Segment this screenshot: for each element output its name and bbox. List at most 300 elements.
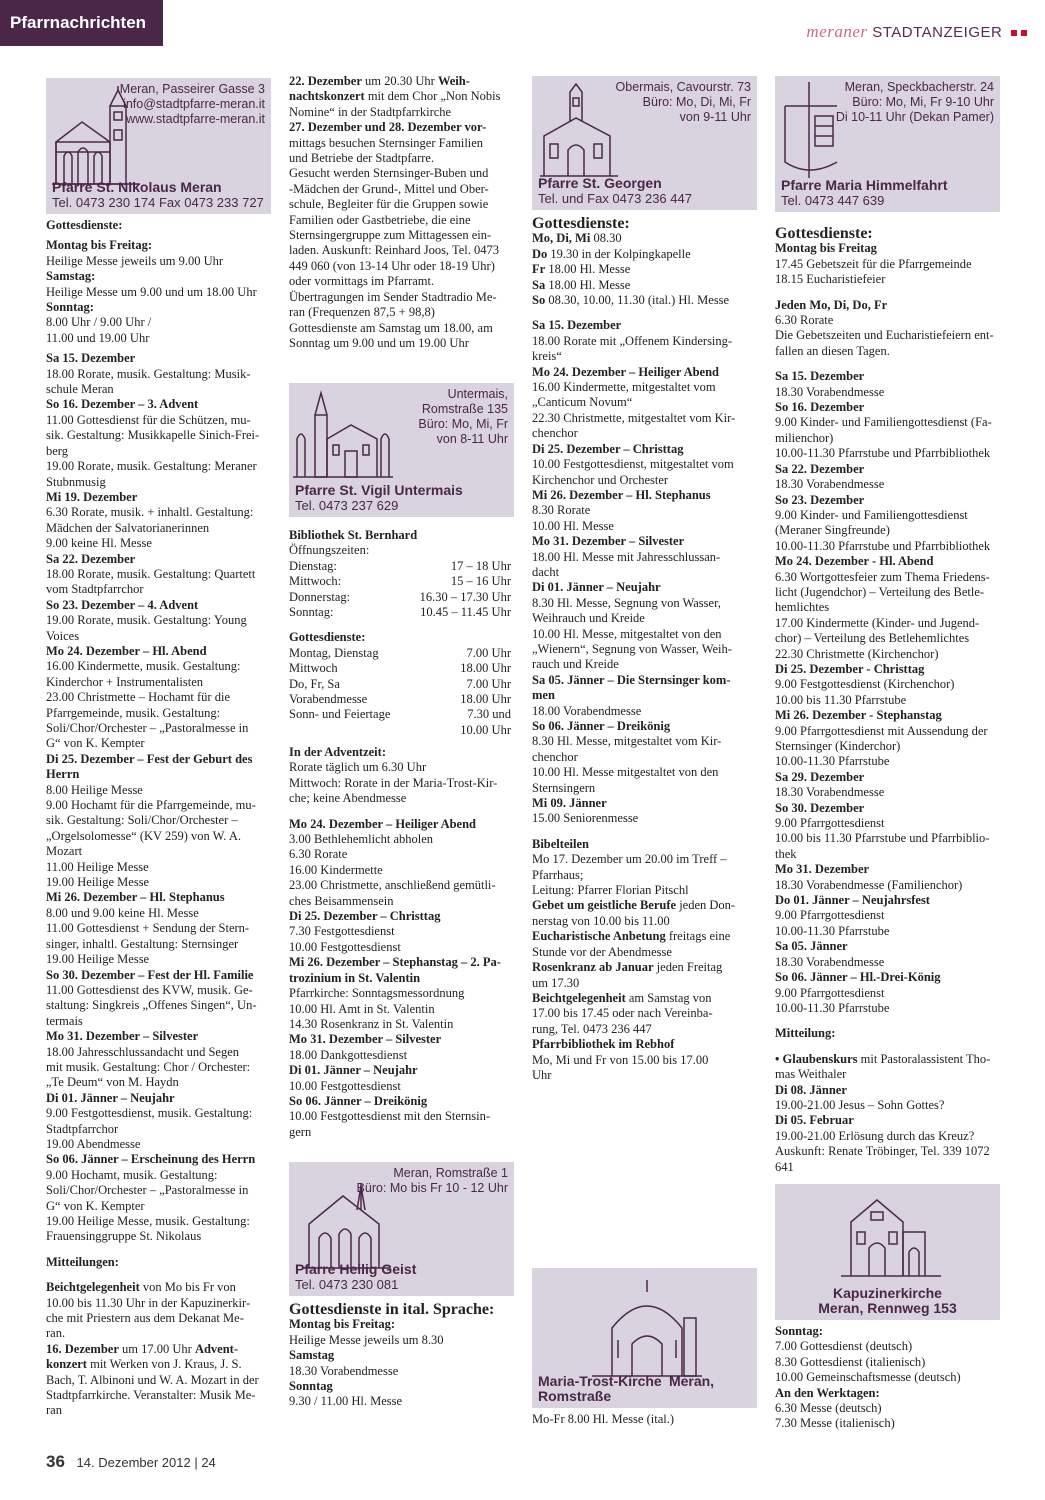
text-line: Bach, T. Albinoni und W. A. Mozart in der bbox=[46, 1372, 259, 1387]
text-line: 11.00 Gottesdienst des KVW, musik. Ge- bbox=[46, 982, 253, 997]
text-line: 9.00 Pfarrgottesdienst bbox=[775, 816, 885, 831]
heading-line: Bibelteilen bbox=[532, 836, 589, 851]
text-line: Stadtpfarrkirche. Veranstalter: Musik Me- bbox=[46, 1388, 256, 1403]
heading-line: Di 01. Jänner – Neujahr bbox=[532, 580, 661, 595]
text-line: ran bbox=[46, 1403, 62, 1418]
text-line: Uhr bbox=[532, 1067, 552, 1082]
text-line: 11.00 Heilige Messe bbox=[46, 859, 149, 874]
text-line: 22.30 Christmette, mitgestaltet vom Kir- bbox=[532, 410, 736, 425]
text-line: schule Meran bbox=[46, 382, 114, 397]
table-row: Donnerstag: 16.30 – 17.30 Uhr bbox=[289, 589, 511, 604]
bibliothek-block bbox=[289, 528, 511, 738]
heading-line: Di 01. Jänner – Neujahr bbox=[46, 1090, 175, 1105]
text-line: 9.00 Hochamt, musik. Gestaltung: bbox=[46, 1167, 218, 1182]
text-line: 8.00 Uhr / 9.00 Uhr / bbox=[46, 315, 152, 330]
heading-line: men bbox=[532, 688, 555, 703]
text-line: „Te Deum“ von M. Haydn bbox=[46, 1075, 179, 1090]
text-line: 9.00 Kinder- und Familiengottesdienst bbox=[775, 507, 968, 522]
text-line: 3.00 Bethlehemlicht abholen bbox=[289, 832, 434, 847]
text-line: 11.00 und 19.00 Uhr bbox=[46, 330, 150, 345]
parish-name: Pfarre Heilig Geist bbox=[295, 1261, 417, 1277]
text-line: 6.30 Rorate, musik. + inhaltl. Gestaltung: bbox=[46, 505, 254, 520]
church-place: Meran, Romstraße bbox=[538, 1373, 715, 1404]
mixed-line: nachtskonzert mit dem Chor „Non Nobis bbox=[289, 89, 501, 104]
table-row: Mittwoch 18.00 Uhr bbox=[289, 661, 511, 676]
heading-line: Mo 24. Dezember – Hl. Abend bbox=[46, 643, 207, 658]
text-line: G“ von K. Kempter bbox=[46, 736, 145, 751]
text-line: 19.00 Heilige Messe bbox=[46, 875, 150, 890]
text-line: Weihrauch und Kreide bbox=[532, 611, 645, 626]
heading-line: So 16. Dezember bbox=[775, 400, 865, 415]
text-line: 9.00 Festgottesdienst, musik. Gestaltung: bbox=[46, 1106, 253, 1121]
heading-line: Jeden Mo, Di, Do, Fr bbox=[775, 297, 888, 312]
text-line: 10.00-11.30 Pfarrstube und Pfarrbibliothek bbox=[775, 446, 991, 461]
heading-line: Sonntag: bbox=[46, 300, 94, 315]
text-line: chenchor bbox=[532, 749, 578, 764]
gd-title: Gottesdienste: bbox=[289, 630, 366, 645]
spacer bbox=[289, 807, 514, 817]
heading-line: Sa 15. Dezember bbox=[46, 351, 136, 366]
parish-name: Pfarre St. Nikolaus Meran bbox=[52, 179, 222, 195]
text-line: thek bbox=[775, 846, 797, 861]
text-line: rung, Tel. 0473 236 447 bbox=[532, 1021, 652, 1036]
text-line: che; keine Abendmesse bbox=[289, 791, 407, 806]
heading-line: Mi 26. Dezember – Hl. Stephanus bbox=[46, 890, 225, 905]
text-line: sik. Gestaltung: Musikkapelle Sinich-Frei- bbox=[46, 428, 260, 443]
table-row: Mittwoch: 15 – 16 Uhr bbox=[289, 574, 511, 589]
spacer bbox=[532, 827, 757, 837]
text-line: 9.00 Pfarrgottesdienst mit Aussendung der bbox=[775, 723, 988, 738]
church-kapuziner-icon bbox=[841, 1192, 941, 1278]
square-icon bbox=[1011, 30, 1017, 36]
heading-line: Di 25. Dezember – Christtag bbox=[532, 441, 684, 456]
text-line: 18.30 Vorabendmesse bbox=[775, 954, 885, 969]
heading-line: Sa 05. Jänner bbox=[775, 939, 848, 954]
web-line: www.stadtpfarre-meran.it bbox=[126, 112, 265, 126]
section-heading: Gottesdienste: bbox=[775, 225, 873, 242]
text-line: 10.00 bis 11.30 Uhr in der Kapuzinerkir- bbox=[46, 1295, 251, 1310]
text-line: 9.00 Kinder- und Familiengottesdienst (Fa- bbox=[775, 415, 992, 430]
text-line: Nomine“ in der Stadtpfarrkirche bbox=[289, 104, 452, 119]
column-kapuziner bbox=[775, 1324, 1000, 1432]
text-line: Soli/Chor/Orchester – „Pastoralmesse in bbox=[46, 1183, 249, 1198]
text-line: Soli/Chor/Orchester – „Pastoralmesse in bbox=[46, 721, 249, 735]
text-line: ran. bbox=[46, 1326, 66, 1341]
heading-line: Mo 31. Dezember – Silvester bbox=[532, 534, 685, 549]
text-line: 8.00 Heilige Messe bbox=[46, 782, 143, 797]
heading-line: Mo 31. Dezember – Silvester bbox=[46, 1029, 199, 1044]
office-hours: Büro: Mo, Di, Mi, Fr bbox=[642, 95, 751, 109]
text-line: Mozart bbox=[46, 844, 83, 859]
column-himmelfahrt bbox=[775, 226, 1000, 1175]
church-mariatrost-icon bbox=[592, 1278, 702, 1378]
text-line: 10.00 Hl. Messe, mitgestaltet von den bbox=[532, 626, 722, 641]
paper-name: STADTANZEIGER bbox=[872, 24, 1003, 41]
mixed-line: Fr 18.00 Hl. Messe bbox=[532, 262, 631, 277]
section-heading: Gottesdienste: bbox=[532, 215, 630, 232]
heading-line: Gottesdienste: bbox=[46, 218, 123, 232]
heading-line: Mo 31. Dezember – Silvester bbox=[289, 1032, 442, 1047]
text-line: Voices bbox=[46, 628, 80, 643]
text-line: 10.00-11.30 Pfarrstube und Pfarrbibliothek bbox=[775, 538, 991, 553]
text-line: 10.00 bis 11.30 Pfarrstube und Pfarrbiblio- bbox=[775, 831, 990, 846]
column-nikolaus bbox=[46, 218, 271, 1419]
page-number: 36 bbox=[46, 1452, 65, 1471]
text-line: um 17.30 bbox=[532, 975, 580, 990]
table-row: 10.00 Uhr bbox=[460, 722, 511, 737]
text-line: 7.30 Festgottesdienst bbox=[289, 924, 395, 939]
table-row: Montag, Dienstag 7.00 Uhr bbox=[289, 645, 511, 660]
text-line: singer, inhaltl. Gestaltung: Sternsinger bbox=[46, 936, 239, 951]
text-line: 19.00 Rorate, musik. Gestaltung: Young bbox=[46, 613, 247, 628]
heading-line: So 30. Dezember – Fest der Hl. Familie bbox=[46, 967, 254, 982]
text-line: 19.00 Heilige Messe, musik. Gestaltung: bbox=[46, 1214, 250, 1228]
text-line: 19.00-21.00 Jesus – Sohn Gottes? bbox=[775, 1097, 945, 1112]
parish-name: Pfarre St. Vigil Untermais bbox=[295, 482, 463, 498]
text-line: und Betriebe der Stadtpfarre. bbox=[289, 151, 435, 166]
text-line: Heilige Messe um 9.00 und um 18.00 Uhr bbox=[46, 284, 257, 299]
office-hours: von 9-11 Uhr bbox=[679, 110, 751, 124]
parish-tel: Tel. und Fax 0473 236 447 bbox=[538, 191, 692, 206]
text-line: Leitung: Pfarrer Florian Pitschl bbox=[532, 883, 689, 898]
section-header: Pfarrnachrichten bbox=[0, 0, 163, 46]
heading-line: Sa 22. Dezember bbox=[46, 551, 136, 566]
heading-line: Montag bis Freitag: bbox=[46, 238, 153, 253]
text-line: 10.00 Hl. Amt in St. Valentin bbox=[289, 1001, 435, 1016]
text-line: berg bbox=[46, 443, 68, 458]
text-line: Pfarrgemeinde, musik. Gestaltung: bbox=[46, 705, 221, 720]
email-line: info@stadtpfarre-meran.it bbox=[123, 97, 265, 111]
heading-line: Mi 26. Dezember – Stephanstag – 2. Pa- bbox=[289, 955, 501, 970]
mixed-line: Sa 18.00 Hl. Messe bbox=[532, 277, 631, 292]
text-line: che mit Priestern aus dem Dekanat Me- bbox=[46, 1311, 244, 1326]
heading-line: Sa 22. Dezember bbox=[775, 461, 865, 476]
bibliothek-sub: Öffnungszeiten: bbox=[289, 543, 370, 558]
column-concerts bbox=[289, 74, 514, 351]
text-line: 23.00 Christmette – Hochamt für die bbox=[46, 690, 230, 705]
text-line: 16.00 Kindermette, musik. Gestaltung: bbox=[46, 659, 241, 674]
text-line: Kirchenchor und Orchester bbox=[532, 472, 669, 487]
text-line: (Meraner Singfreunde) bbox=[775, 523, 890, 538]
text-line: mittags besuchen Sternsinger Familien bbox=[289, 135, 484, 150]
text-line: 11.00 Gottesdienst für die Schützen, mu- bbox=[46, 412, 251, 427]
church-himmelfahrt-icon bbox=[781, 82, 841, 178]
text-line: 19.00 Abendmesse bbox=[46, 1136, 141, 1151]
mixed-line: Beichtgelegenheit von Mo bis Fr von bbox=[46, 1280, 236, 1295]
text-line: 8.30 Rorate bbox=[532, 503, 591, 518]
heading-line: Sa 29. Dezember bbox=[775, 769, 865, 784]
text-line: 17.00 Kindermette (Kinder- und Jugend- bbox=[775, 615, 980, 630]
spacer bbox=[775, 359, 1000, 369]
text-line: Rorate täglich um 6.30 Uhr bbox=[289, 760, 427, 775]
text-line: 8.30 Hl. Messe, Segnung von Wasser, bbox=[532, 595, 721, 610]
text-line: 16.00 Kindermette bbox=[289, 862, 383, 877]
text-line: 18.00 Rorate, musik. Gestaltung: Quartett bbox=[46, 566, 256, 581]
text-line: mit musik. Gestaltung: Chor / Orchester: bbox=[46, 1059, 251, 1074]
mixed-line: Do 19.30 in der Kolpingkapelle bbox=[532, 246, 691, 261]
text-line: 9.00 Pfarrgottesdienst bbox=[775, 908, 885, 923]
mariatrost-title bbox=[538, 1374, 757, 1404]
text-line: 10.00 Festgottesdienst mit den Sternsin- bbox=[289, 1109, 491, 1124]
himmelfahrt-title bbox=[781, 178, 948, 208]
text-line: 11.00 Gottesdienst + Sendung der Stern- bbox=[46, 921, 250, 936]
text-line: 10.00 Festgottesdienst, mitgestaltet vom bbox=[532, 457, 734, 472]
section-heading: Gottesdienste in ital. Sprache: bbox=[289, 1301, 495, 1318]
text-line: 10.00-11.30 Pfarrstube bbox=[775, 923, 890, 938]
text-line: 7.30 Messe (italienisch) bbox=[775, 1416, 895, 1431]
church-place: Meran, Rennweg 153 bbox=[818, 1300, 957, 1316]
table-row: Do, Fr, Sa 7.00 Uhr bbox=[289, 676, 511, 691]
text-line: laden. Auskunft: Reinhard Joos, Tel. 0473 bbox=[289, 243, 499, 258]
heading-line: Pfarrbibliothek im Rebhof bbox=[532, 1037, 675, 1052]
text-line: mas Weithaler bbox=[775, 1067, 847, 1082]
text-line: fallen an diesen Tagen. bbox=[775, 343, 890, 358]
mixed-line: Gebet um geistliche Berufe jeden Don- bbox=[532, 898, 736, 913]
church-vigil-icon bbox=[293, 389, 393, 479]
parish-name: Pfarre St. Georgen bbox=[538, 175, 662, 191]
text-line: 19.00 Heilige Messe bbox=[46, 952, 150, 967]
text-line: 8.30 Hl. Messe, mitgestaltet vom Kir- bbox=[532, 734, 722, 749]
mixed-line: 22. Dezember um 20.30 Uhr Weih- bbox=[289, 74, 470, 88]
text-line: 7.00 Gottesdienst (deutsch) bbox=[775, 1339, 913, 1354]
text-line: Frauensinggruppe St. Nikolaus bbox=[46, 1229, 202, 1244]
text-line: 10.00 Hl. Messe mitgestaltet von den bbox=[532, 765, 719, 780]
heading-line: Mo 24. Dezember - Hl. Abend bbox=[775, 554, 934, 569]
text-line: 6.30 Rorate bbox=[775, 313, 834, 328]
table-row: Vorabendmesse 18.00 Uhr bbox=[289, 692, 511, 707]
heading-line: Herrn bbox=[46, 767, 80, 782]
heading-line: In der Adventzeit: bbox=[289, 745, 386, 759]
heading-line: So 23. Dezember bbox=[775, 492, 865, 507]
text-line: 10.00 Festgottesdienst bbox=[289, 939, 401, 954]
text-line: termais bbox=[46, 1013, 83, 1028]
text-line: Pfarrhaus; bbox=[532, 867, 584, 882]
text-line: Übertragungen im Sender Stadtradio Me- bbox=[289, 289, 497, 304]
heading-line: Sa 05. Jänner – Die Sternsinger kom- bbox=[532, 672, 731, 687]
text-line: 10.00 Gemeinschaftsmesse (deutsch) bbox=[775, 1370, 961, 1385]
text-line: Stadtpfarrchor bbox=[46, 1121, 119, 1136]
address-line: Romstraße 135 bbox=[421, 402, 508, 416]
text-line: vom Stadtpfarrchor bbox=[46, 582, 144, 597]
text-line: Familien oder Gastbetriebe, die eine bbox=[289, 212, 471, 227]
text-line: 449 060 (von 13-14 Uhr oder 18-19 Uhr) bbox=[289, 258, 495, 273]
heading-line: Di 25. Dezember – Christtag bbox=[289, 909, 441, 924]
heading-line: So 06. Jänner – Hl.-Drei-König bbox=[775, 970, 941, 985]
heading-line: Di 01. Jänner – Neujahr bbox=[289, 1063, 418, 1078]
heading-line: trozinium in St. Valentin bbox=[289, 970, 421, 985]
himmelfahrt-address bbox=[836, 80, 994, 125]
mixed-line: Beichtgelegenheit am Samstag von bbox=[532, 990, 712, 1005]
text-line: 6.30 Messe (deutsch) bbox=[775, 1401, 882, 1416]
heading-line: Mi 19. Dezember bbox=[46, 489, 138, 504]
text-line: Mittwoch: Rorate in der Maria-Trost-Kir- bbox=[289, 775, 498, 790]
text-line: 18.30 Vorabendmesse bbox=[775, 785, 885, 800]
office-hours: Di 10-11 Uhr (Dekan Pamer) bbox=[835, 110, 994, 124]
parish-tel: Tel. 0473 230 174 Fax 0473 233 727 bbox=[52, 195, 264, 210]
text-line: Mädchen der Salvatorianerinnen bbox=[46, 520, 210, 535]
text-line: 9.00 Festgottesdienst (Kirchenchor) bbox=[775, 677, 955, 692]
text-line: 19.00-21.00 Erlösung durch das Kreuz? bbox=[775, 1128, 975, 1143]
heading-line: Mo 24. Dezember – Heiliger Abend bbox=[532, 364, 720, 379]
table-row: Dienstag: 17 – 18 Uhr bbox=[289, 558, 511, 573]
office-hours: Büro: Mo, Mi, Fr 9-10 Uhr bbox=[852, 95, 994, 109]
kapuziner-title bbox=[775, 1286, 1000, 1316]
heading-line: Montag bis Freitag: bbox=[289, 1317, 396, 1332]
text-line: 9.00 Pfarrgottesdienst bbox=[775, 985, 885, 1000]
heading-line: So 06. Jänner – Dreikönig bbox=[289, 1093, 428, 1108]
text-line: oder vormittags im Pfarramt. bbox=[289, 274, 435, 289]
heading-line: Montag bis Freitag bbox=[775, 241, 877, 256]
text-line: 16.00 Kindermette, mitgestaltet vom bbox=[532, 380, 716, 395]
text-line: Heilige Messe jeweils um 9.00 Uhr bbox=[46, 253, 224, 268]
office-hours: Büro: Mo bis Fr 10 - 12 Uhr bbox=[356, 1181, 508, 1195]
parish-tel: Tel. 0473 230 081 bbox=[295, 1277, 399, 1292]
heading-line: Di 25. Dezember - Christtag bbox=[775, 661, 925, 676]
text-line: sik. Gestaltung: Soli/Chor/Orchester – bbox=[46, 813, 238, 828]
address-line: Untermais, bbox=[447, 387, 508, 401]
text-line: 18.00 Hl. Messe mit Jahresschlussan- bbox=[532, 549, 721, 564]
text-line: ran (Frequenzen 87,5 + 98,8) bbox=[289, 305, 435, 320]
spacer bbox=[775, 1042, 1000, 1052]
text-line: 18.15 Eucharistiefeier bbox=[775, 272, 886, 287]
text-line: Stubnmusig bbox=[46, 474, 106, 489]
mariatrost-note: Mo-Fr 8.00 Hl. Messe (ital.) bbox=[532, 1412, 674, 1426]
geist-address bbox=[357, 1166, 508, 1196]
address-line: Meran, Speckbacherstr. 24 bbox=[844, 80, 994, 94]
text-line: Mo 17. Dezember um 20.00 im Treff – bbox=[532, 852, 727, 867]
heading-line: So 16. Dezember – 3. Advent bbox=[46, 397, 199, 412]
church-name: Maria-Trost-Kirche bbox=[538, 1373, 662, 1389]
heading-line: An den Werktagen: bbox=[775, 1385, 880, 1400]
mixed-line: 16. Dezember um 17.00 Uhr Advent- bbox=[46, 1341, 238, 1356]
text-line: 18.00 Dankgottesdienst bbox=[289, 1047, 408, 1062]
text-line: -Mädchen der Grund-, Mittel und Ober- bbox=[289, 181, 489, 196]
georgen-box bbox=[532, 76, 757, 210]
text-line: 9.00 keine Hl. Messe bbox=[46, 536, 152, 551]
bibliothek-title: Bibliothek St. Bernhard bbox=[289, 528, 418, 542]
text-line: Pfarrkirche: Sonntagsmessordnung bbox=[289, 986, 465, 1001]
table-row: Sonn- und Feiertage 7.30 und bbox=[289, 707, 511, 722]
heading-line: 27. Dezember und 28. Dezember vor- bbox=[289, 120, 487, 135]
mariatrost-box bbox=[532, 1268, 757, 1408]
spacer bbox=[775, 288, 1000, 298]
spacer bbox=[46, 1245, 271, 1255]
issue-date: 14. Dezember 2012 | 24 bbox=[76, 1455, 216, 1470]
text-line: dacht bbox=[532, 564, 560, 579]
vigil-address bbox=[418, 387, 508, 447]
text-line: 17.45 Gebetszeit für die Pfarrgemeinde bbox=[775, 256, 972, 271]
text-line: 23.00 Christmette, anschließend gemütli- bbox=[289, 878, 496, 893]
mixed-line: So 08.30, 10.00, 11.30 (ital.) Hl. Messe bbox=[532, 293, 730, 308]
text-line: „Orgelsolomesse“ (KV 259) von W. A. bbox=[46, 828, 242, 843]
text-line: staltung: Singkreis „Offenes Singen“, Un- bbox=[46, 998, 257, 1013]
mixed-line: Mo, Di, Mi 08.30 bbox=[532, 231, 622, 246]
mixed-line: konzert mit Werken von J. Kraus, J. S. bbox=[46, 1357, 242, 1372]
text-line: Gesucht werden Sternsinger-Buben und bbox=[289, 166, 489, 181]
text-line: Stunde vor der Abendmesse bbox=[532, 944, 672, 959]
address-line: Meran, Romstraße 1 bbox=[393, 1166, 508, 1180]
nikolaus-address bbox=[120, 82, 265, 127]
heading-line: Mitteilungen: bbox=[46, 1254, 119, 1269]
text-line: Kinderchor + Instrumentalisten bbox=[46, 674, 204, 689]
text-line: 18.30 Vorabendmesse (Familienchor) bbox=[775, 877, 963, 892]
masthead bbox=[806, 22, 1027, 42]
heading-line: Di 08. Jänner bbox=[775, 1082, 847, 1097]
spacer bbox=[775, 1016, 1000, 1026]
column-ital bbox=[289, 1302, 514, 1410]
heading-line: Samstag: bbox=[46, 269, 96, 284]
text-line: 10.00 bis 11.30 Pfarrstube bbox=[775, 692, 907, 707]
text-line: 8.30 Gottesdienst (italienisch) bbox=[775, 1354, 926, 1369]
page-footer bbox=[46, 1452, 216, 1472]
heading-line: So 30. Dezember bbox=[775, 800, 865, 815]
brand-name: meraner bbox=[806, 22, 868, 41]
parish-name: Pfarre Maria Himmelfahrt bbox=[781, 177, 948, 193]
nikolaus-box bbox=[46, 78, 271, 214]
text-line: 18.30 Vorabendmesse bbox=[775, 384, 885, 399]
text-line: gern bbox=[289, 1124, 312, 1139]
text-line: kreis“ bbox=[532, 349, 562, 364]
column-vigil-events bbox=[289, 745, 514, 1140]
text-line: Sternsingergruppe zum Mittagessen ein- bbox=[289, 228, 492, 243]
text-line: Mo, Mi und Fr von 15.00 bis 17.00 bbox=[532, 1052, 709, 1067]
column-georgen bbox=[532, 216, 757, 1083]
text-line: hemlichtes bbox=[775, 600, 830, 615]
text-line: rauch und Kreide bbox=[532, 657, 619, 672]
heading-line: Di 25. Dezember – Fest der Geburt des bbox=[46, 751, 253, 766]
text-line: Sonntag um 9.00 und um 19.00 Uhr bbox=[289, 335, 469, 350]
heading-line: Mo 31. Dezember bbox=[775, 862, 870, 877]
georgen-address bbox=[616, 80, 751, 125]
text-line: chor) – Verteilung des Betlehemlichtes bbox=[775, 631, 970, 646]
text-line: 10.00-11.30 Pfarrstube bbox=[775, 754, 890, 769]
text-line: chenchor bbox=[532, 426, 578, 441]
text-line: Auskunft: Renate Tröbinger, Tel. 339 1072 bbox=[775, 1144, 990, 1159]
text-line: 9.30 / 11.00 Hl. Messe bbox=[289, 1394, 403, 1409]
vigil-title bbox=[295, 483, 463, 513]
heading-line: Mitteilung: bbox=[775, 1026, 836, 1041]
text-line: 9.00 Hochamt für die Pfarrgemeinde, mu- bbox=[46, 798, 256, 813]
text-line: Die Gebetszeiten und Eucharistiefeiern ent- bbox=[775, 328, 994, 343]
heading-line: Di 05. Februar bbox=[775, 1113, 854, 1128]
text-line: 22.30 Christmette (Kirchenchor) bbox=[775, 646, 939, 661]
church-name: Kapuzinerkirche bbox=[833, 1285, 942, 1301]
address-line: Meran, Passeirer Gasse 3 bbox=[119, 82, 265, 96]
heading-line: Sa 15. Dezember bbox=[532, 318, 622, 333]
heading-line: Sonntag bbox=[289, 1379, 333, 1394]
geist-box bbox=[289, 1162, 514, 1296]
heading-line: Mo 24. Dezember – Heiliger Abend bbox=[289, 816, 477, 831]
office-hours: Büro: Mo, Mi, Fr bbox=[418, 417, 508, 431]
mixed-line: Eucharistische Anbetung freitags eine bbox=[532, 929, 731, 944]
text-line: nerstag von 10.00 bis 11.00 bbox=[532, 913, 670, 928]
heading-line: Samstag bbox=[289, 1348, 335, 1363]
nikolaus-title bbox=[52, 180, 264, 210]
text-line: 18.00 Rorate mit „Offenem Kindersing- bbox=[532, 333, 733, 348]
heading-line: So 06. Jänner – Erscheinung des Herrn bbox=[46, 1152, 256, 1167]
text-line: 8.00 und 9.00 keine Hl. Messe bbox=[46, 905, 199, 920]
heading-line: So 06. Jänner – Dreikönig bbox=[532, 719, 671, 733]
text-line: ches Beisammensein bbox=[289, 893, 394, 908]
heading-line: Do 01. Jänner – Neujahrsfest bbox=[775, 893, 930, 908]
mixed-line: • Glaubenskurs mit Pastoralassistent Tho- bbox=[775, 1051, 991, 1066]
heading-line: So 23. Dezember – 4. Advent bbox=[46, 597, 199, 612]
text-line: 18.30 Vorabendmesse bbox=[775, 477, 885, 492]
heading-line: Sa 15. Dezember bbox=[775, 369, 865, 384]
spacer bbox=[532, 308, 757, 318]
text-line: 18.30 Vorabendmesse bbox=[289, 1363, 399, 1378]
spacer bbox=[46, 1270, 271, 1280]
